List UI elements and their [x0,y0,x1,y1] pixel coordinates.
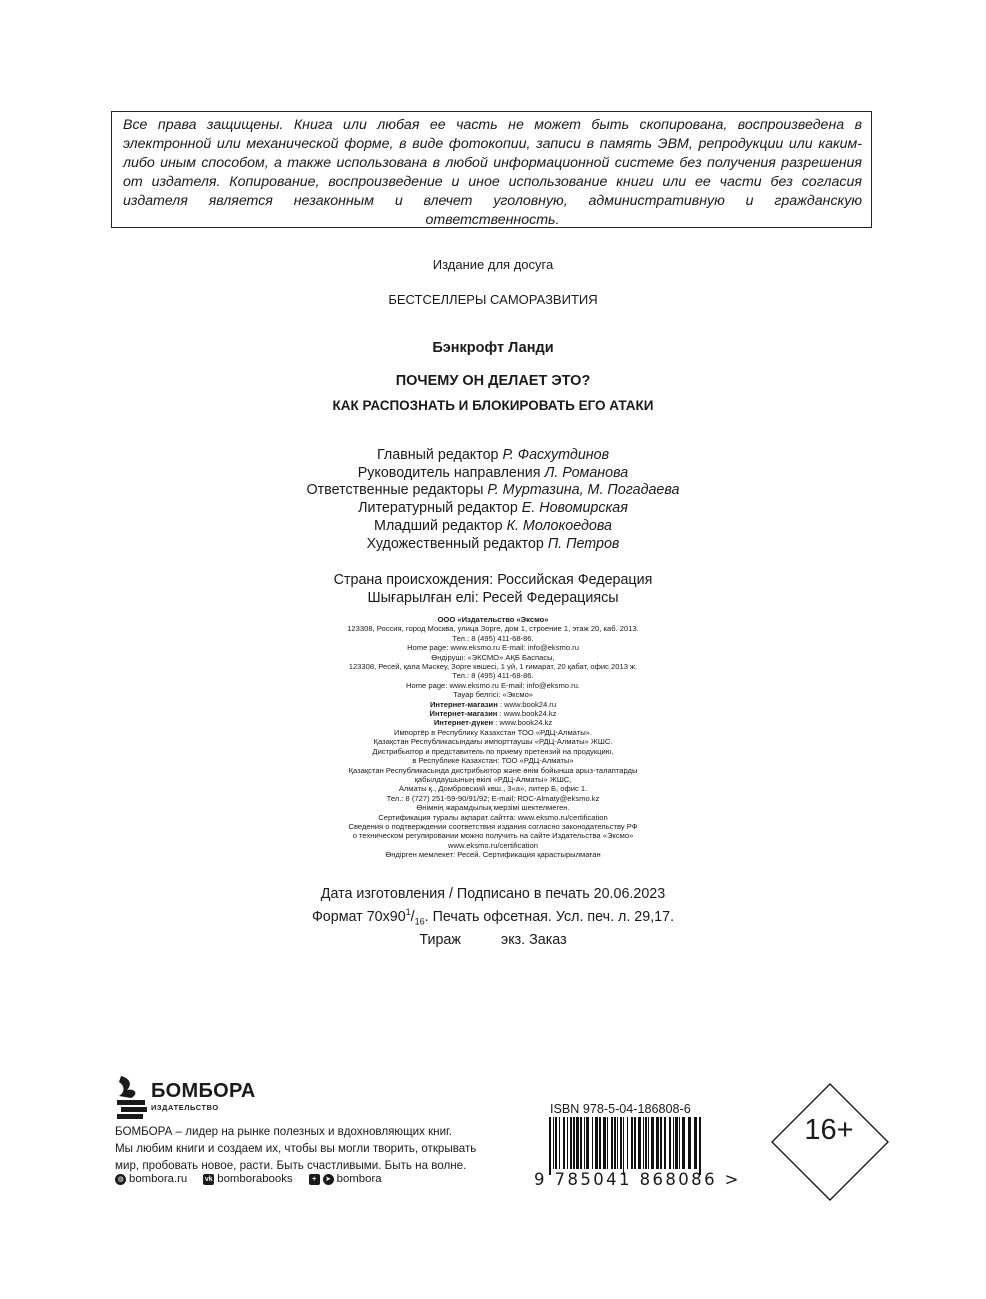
barcode-bar [595,1117,598,1169]
barcode-bar [660,1117,662,1169]
publisher-line: 123308, Россия, город Москва, улица Зорге, дом 1, строение 1, этаж 20, каб. 2013. [347,624,639,634]
barcode-bar [675,1117,678,1169]
barcode-bar [563,1117,565,1169]
format-line: Формат $70x90^1/_{16}$. Печать офсетная. Усл. печ. л. 29,17. [311,907,675,927]
barcode-bar [617,1117,618,1169]
barcode-bar [549,1117,551,1175]
barcode-bar [584,1117,585,1169]
barcode-bar [559,1117,560,1169]
publisher-line: Өндіруші: «ЭКСМО» АҚБ Баспасы, [431,652,555,662]
bombora-logo-icon [115,1074,149,1120]
rights-notice: Все права защищены. Книга или любая ее часть не может быть скопирована, воспроизведена в электронной или механической форме, в виде фотокопии, записи в память ЭВМ, репродукции или каким-либо иным способом, а также использована в любой информационной системе без получения разрешения от издателя. Копирование, воспроизведение и иное использование книги или ее части без согласия издателя является незаконным и влечет уголовную, административную и гражданскую ответственность. [111,111,872,228]
editors-list [0,447,986,553]
publisher-line: Home page: www.eksmo.ru E-mail: info@eksmo.ru. [406,680,580,690]
series-name: БЕСТСЕЛЛЕРЫ САМОРАЗВИТИЯ [388,292,598,307]
editor-line: Ответственные редакторы Р. Муртазина, М. Погадаева [306,482,680,499]
website-link[interactable]: ◍ bombora.ru [115,1173,187,1185]
book-title: ПОЧЕМУ ОН ДЕЛАЕТ ЭТО? [395,373,591,389]
book-subtitle: КАК РАСПОЗНАТЬ И БЛОКИРОВАТЬ ЕГО АТАКИ [332,398,654,413]
barcode-bar [620,1117,622,1169]
barcode-bar [634,1117,636,1169]
editor-line: Главный редактор Р. Фасхутдинов [376,447,610,463]
telegram-icon: ➤ [323,1174,334,1185]
barcode-bar [688,1117,691,1169]
publisher-line: Қазақстан Республикасындағы импорттаушы «РДЦ-Алматы» ЖШС. [373,737,613,747]
book-author: Бэнкрофт Ланди [432,340,554,356]
barcode-bar [645,1117,647,1169]
barcode-bar [682,1117,685,1169]
social-links [115,1173,398,1185]
publisher-line: Home page: www.eksmo.ru E-mail: info@eksmo.ru [407,643,579,653]
barcode-bar [627,1117,628,1169]
plus-icon: + [309,1174,320,1185]
edition-type: Издание для досуга [432,257,554,272]
barcode-bar [694,1117,697,1169]
logo-name: БОМБОРА [151,1080,256,1102]
publisher-line: Дистрибьютор и представитель по приему претензий на продукцию, [372,746,614,756]
globe-icon: ◍ [115,1174,126,1185]
country-kz: Шығарылған елі: Ресей Федерациясы [367,590,619,606]
barcode-bar [614,1117,616,1169]
barcode-bar [586,1117,589,1169]
publisher-line: Импортёр в Республику Казахстан ТОО «РДЦ-Алматы». [393,727,592,737]
barcode-digits: 9 785041 868086 > [534,1170,741,1189]
barcode-bar [576,1117,579,1169]
barcode-bar [648,1117,649,1169]
editor-line: Литературный редактор Е. Новомирская [358,500,628,517]
isbn-number: ISBN 978-5-04-186808-6 [550,1102,691,1116]
publisher-line: Интернет-магазин : www.book24.kz [429,709,557,719]
barcode-bar [699,1117,701,1175]
vk-icon: vk [204,1175,213,1183]
publisher-line: Тел.: 8 (495) 411-68-86. [452,633,534,643]
print-date: Дата изготовления / Подписано в печать 20.06.2023 [320,886,666,902]
barcode-bar [679,1117,680,1169]
publisher-line: 123308, Ресей, қала Мәскеу, Зорге көшесі, 1 үй, 1 ғимарат, 20 қабат, офис 2013 ж. [348,662,638,672]
barcode-bar [573,1117,575,1169]
tagline-line: мир, пробовать новое, расти. Быть счастливыми. Быть на волне. [115,1159,467,1172]
barcode-bar [638,1117,641,1169]
publisher-line: ООО «Издательство «Эксмо» [437,615,549,624]
circulation-line: Тираж экз. Заказ [419,931,567,948]
print-info [0,885,986,949]
tagline-line: БОМБОРА – лидер на рынке полезных и вдохновляющих книг. [115,1125,453,1138]
publisher-line: Тел.: 8 (727) 251-59-90/91/92; E-mail: RDC-Almaty@eksmo.kz [386,793,600,803]
barcode-bar [603,1117,606,1169]
barcode-bar [664,1117,666,1169]
barcode-bar [592,1117,593,1169]
barcode-bar [623,1117,624,1175]
publisher-line: Сведения о подтверждении соответствия издания согласно законодательству РФ [348,821,638,831]
country-ru: Страна происхождения: Российская Федерация [333,572,653,588]
barcode-bar [553,1117,554,1169]
publisher-line: www.eksmo.ru/certification [448,840,538,850]
barcode-bar [580,1117,582,1169]
publisher-line: Сертификация туралы ақпарат сайтта: www.eksmo.ru/certification [378,812,608,822]
publisher-line: Тел.: 8 (495) 411-68-86. [452,671,534,681]
publisher-line: Өндірген мемлекет: Ресей. Сертификация қарастырылмаған [385,850,601,860]
barcode-bar [567,1117,568,1169]
publisher-line: Қазақстан Республикасында дистрибьютор және өнім бойынша арыз-талаптарды [348,765,638,775]
logo-subtitle: ИЗДАТЕЛЬСТВО [151,1103,219,1112]
publisher-line: қабылдаушының өкілі «РДЦ-Алматы» ЖШС, [414,774,572,784]
barcode-bar [656,1117,659,1169]
publisher-line: о техническом регулировании можно получить на сайте Издательства «Эксмо» [352,831,634,841]
publisher-line: Интернет-магазин : www.book24.ru [429,699,557,709]
publisher-block [0,615,986,860]
publisher-line: в Республике Казахстан: ТОО «РДЦ-Алматы» [412,756,574,766]
editor-line: Младший редактор К. Молокоедова [374,517,612,534]
editor-line: Руководитель направления Л. Романова [357,464,629,481]
barcode-bar [673,1117,674,1169]
barcode-bar [607,1117,608,1169]
barcode-bar [611,1117,613,1169]
publisher-line: Өнімнің жарамдылық мерзімі шектелмеген. [416,803,570,813]
messenger-link[interactable]: + ➤ bombora [309,1173,382,1185]
age-rating: 16+ [804,1114,854,1146]
editor-line: Художественный редактор П. Петров [366,535,620,552]
barcode-bar [631,1117,633,1169]
publisher-line: Тауар белгісі: «Эксмо» [452,690,534,700]
barcode-bar [599,1117,601,1169]
country-info [0,571,986,607]
publisher-line: Интернет-дүкен : www.book24.kz [433,718,553,728]
barcode-bar [555,1117,557,1169]
barcode-bar [570,1117,572,1169]
barcode-bar [651,1117,654,1169]
publisher-tagline [115,1123,495,1174]
barcode-bar [669,1117,671,1169]
tagline-line: Мы любим книги и создаем их, чтобы вы могли творить, открывать [115,1142,477,1155]
barcode-bar [643,1117,644,1169]
publisher-line: Алматы қ., Домбровский көш., 3«а», литер Б, офис 1. [398,784,588,794]
isbn-barcode [547,1117,705,1175]
bombora-logo [115,1074,255,1120]
vk-link[interactable]: vk bomborabooks [204,1173,293,1185]
